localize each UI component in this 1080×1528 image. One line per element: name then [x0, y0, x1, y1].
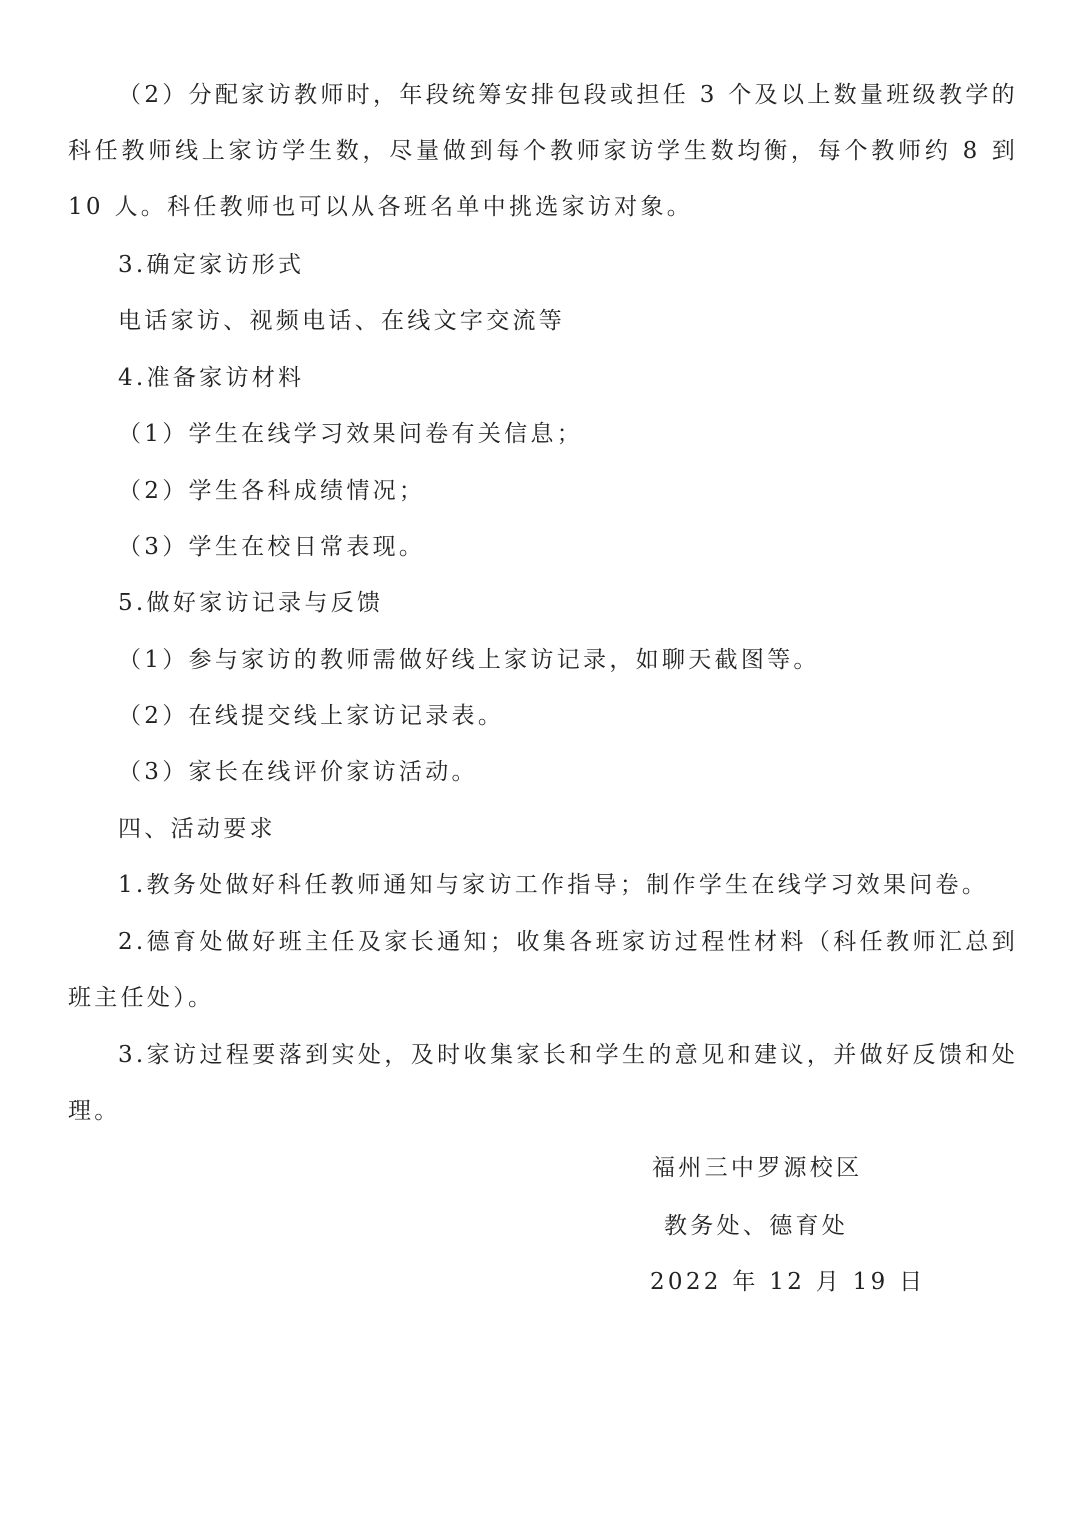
heading-prepare-materials: 4.准备家访材料	[118, 365, 305, 391]
signature-org: 福州三中罗源校区	[652, 1155, 863, 1181]
record-item-1: （1）参与家访的教师需做好线上家访记录，如聊天截图等。	[118, 647, 820, 673]
requirement-2: 2.德育处做好班主任及家长通知；收集各班家访过程性材料（科任教师汇总到班主任处）。	[68, 929, 1018, 1011]
signature-dept: 教务处、德育处	[664, 1213, 849, 1239]
signature-date: 2022 年 12 月 19 日	[650, 1269, 926, 1295]
record-item-2: （2）在线提交线上家访记录表。	[118, 703, 505, 729]
paragraph-assign-teachers: （2）分配家访教师时，年段统筹安排包段或担任 3 个及以上数量班级教学的科任教师线上家访学生数，尽量做到每个教师家访学生数均衡，每个教师约 8 到 10 人。科任教师也可以从各班名单中挑选家访对象。	[68, 82, 1018, 220]
heading-records-feedback: 5.做好家访记录与反馈	[118, 590, 384, 616]
requirement-3: 3.家访过程要落到实处，及时收集家长和学生的意见和建议，并做好反馈和处理。	[68, 1042, 1018, 1124]
section-heading-requirements: 四、活动要求	[118, 816, 276, 842]
visit-forms-text: 电话家访、视频电话、在线文字交流等	[118, 308, 566, 334]
record-item-3: （3）家长在线评价家访活动。	[118, 759, 478, 785]
material-item-1: （1）学生在线学习效果问卷有关信息；	[118, 421, 584, 447]
requirement-1: 1.教务处做好科任教师通知与家访工作指导；制作学生在线学习效果问卷。	[118, 872, 989, 898]
material-item-3: （3）学生在校日常表现。	[118, 534, 426, 560]
material-item-2: （2）学生各科成绩情况；	[118, 478, 426, 504]
heading-confirm-form: 3.确定家访形式	[118, 252, 305, 278]
